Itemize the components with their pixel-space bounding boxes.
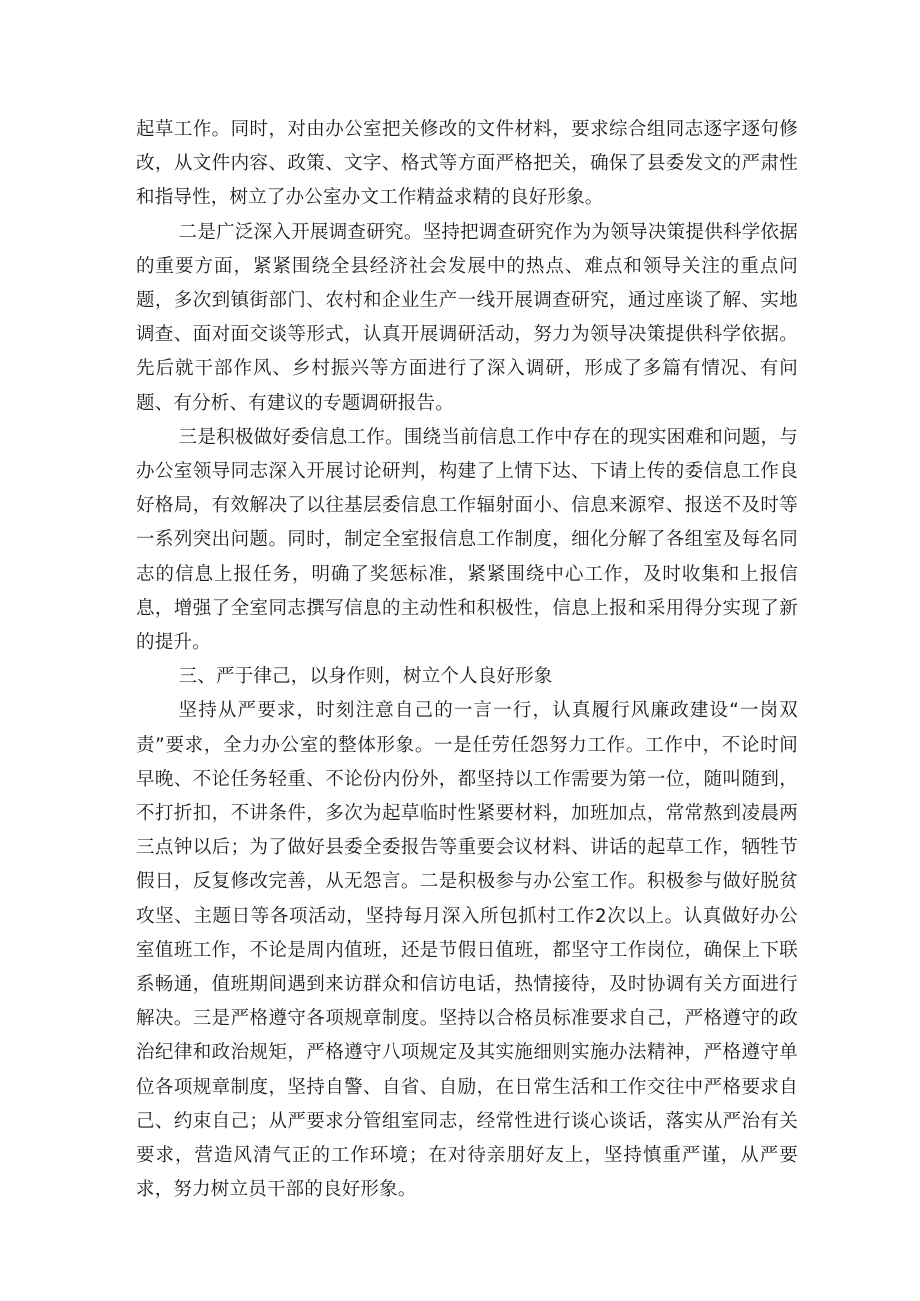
paragraph-information: 三是积极做好委信息工作。围绕当前信息工作中存在的现实困难和问题，与办公室领导同志深入开展讨论研判，构建了上情下达、下请上传的委信息工作良好格局，有效解决了以往基层委信息工作辐射面小、信息来源窄、报送不及时等一系列突出问题。同时，制定全室报信息工作制度，细化分解了各组室及每名同志的信息上报任务，明确了奖惩标准，紧紧围绕中心工作，及时收集和上报信息，增强了全室同志撰写信息的主动性和积极性，信息上报和采用得分实现了新的提升。 (136, 426, 798, 654)
paragraph-discipline: 坚持从严要求，时刻注意自己的一言一行，认真履行风廉政建设“一岗双责”要求，全力办公室的整体形象。一是任劳任怨努力工作。工作中，不论时间早晚、不论任务轻重、不论份内份外，都坚持以工作需要为第一位，随叫随到，不打折扣，不讲条件，多次为起草临时性紧要材料，加班加点，常常熬到凌晨两三点钟以后；为了做好县委全委报告等重要会议材料、讲话的起草工作，牺牲节假日，反复修改完善，从无怨言。二是积极参与办公室工作。积极参与做好脱贫攻坚、主题日等各项活动，坚持每月深入所包抓村工作2次以上。认真做好办公室值班工作，不论是周内值班，还是节假日值班，都坚守工作岗位，确保上下联系畅通，值班期间遇到来访群众和信访电话，热情接待，及时协调有关方面进行解决。三是严格遵守各项规章制度。坚持以合格员标准要求自己，严格遵守的政治纪律和政治规矩，严格遵守八项规定及其实施细则实施办法精神，严格遵守单位各项规章制度，坚持自警、自省、自励，在日常生活和工作交往中严格要求自己、约束自己；从严要求分管组室同志，经常性进行谈心谈话，落实从严治有关要求，营造风清气正的工作环境；在对待亲朋好友上，坚持慎重严谨，从严要求，努力树立员干部的良好形象。 (136, 700, 798, 1201)
paragraph-research: 二是广泛深入开展调查研究。坚持把调查研究作为为领导决策提供科学依据的重要方面，紧紧围绕全县经济社会发展中的热点、难点和领导关注的重点问题，多次到镇街部门、农村和企业生产一线开展调查研究，通过座谈了解、实地调查、面对面交谈等形式，认真开展调研活动，努力为领导决策提供科学依据。先后就干部作风、乡村振兴等方面进行了深入调研，形成了多篇有情况、有问题、有分析、有建议的专题调研报告。 (136, 221, 798, 414)
section-heading: 三、严于律己，以身作则，树立个人良好形象 (178, 666, 553, 688)
paragraph-continuation: 起草工作。同时，对由办公室把关修改的文件材料，要求综合组同志逐字逐句修改，从文件内容、政策、文字、格式等方面严格把关，确保了县委发文的严肃性和指导性，树立了办公室办文工作精益求精的良好形象。 (136, 119, 798, 209)
document-body (136, 113, 798, 1208)
